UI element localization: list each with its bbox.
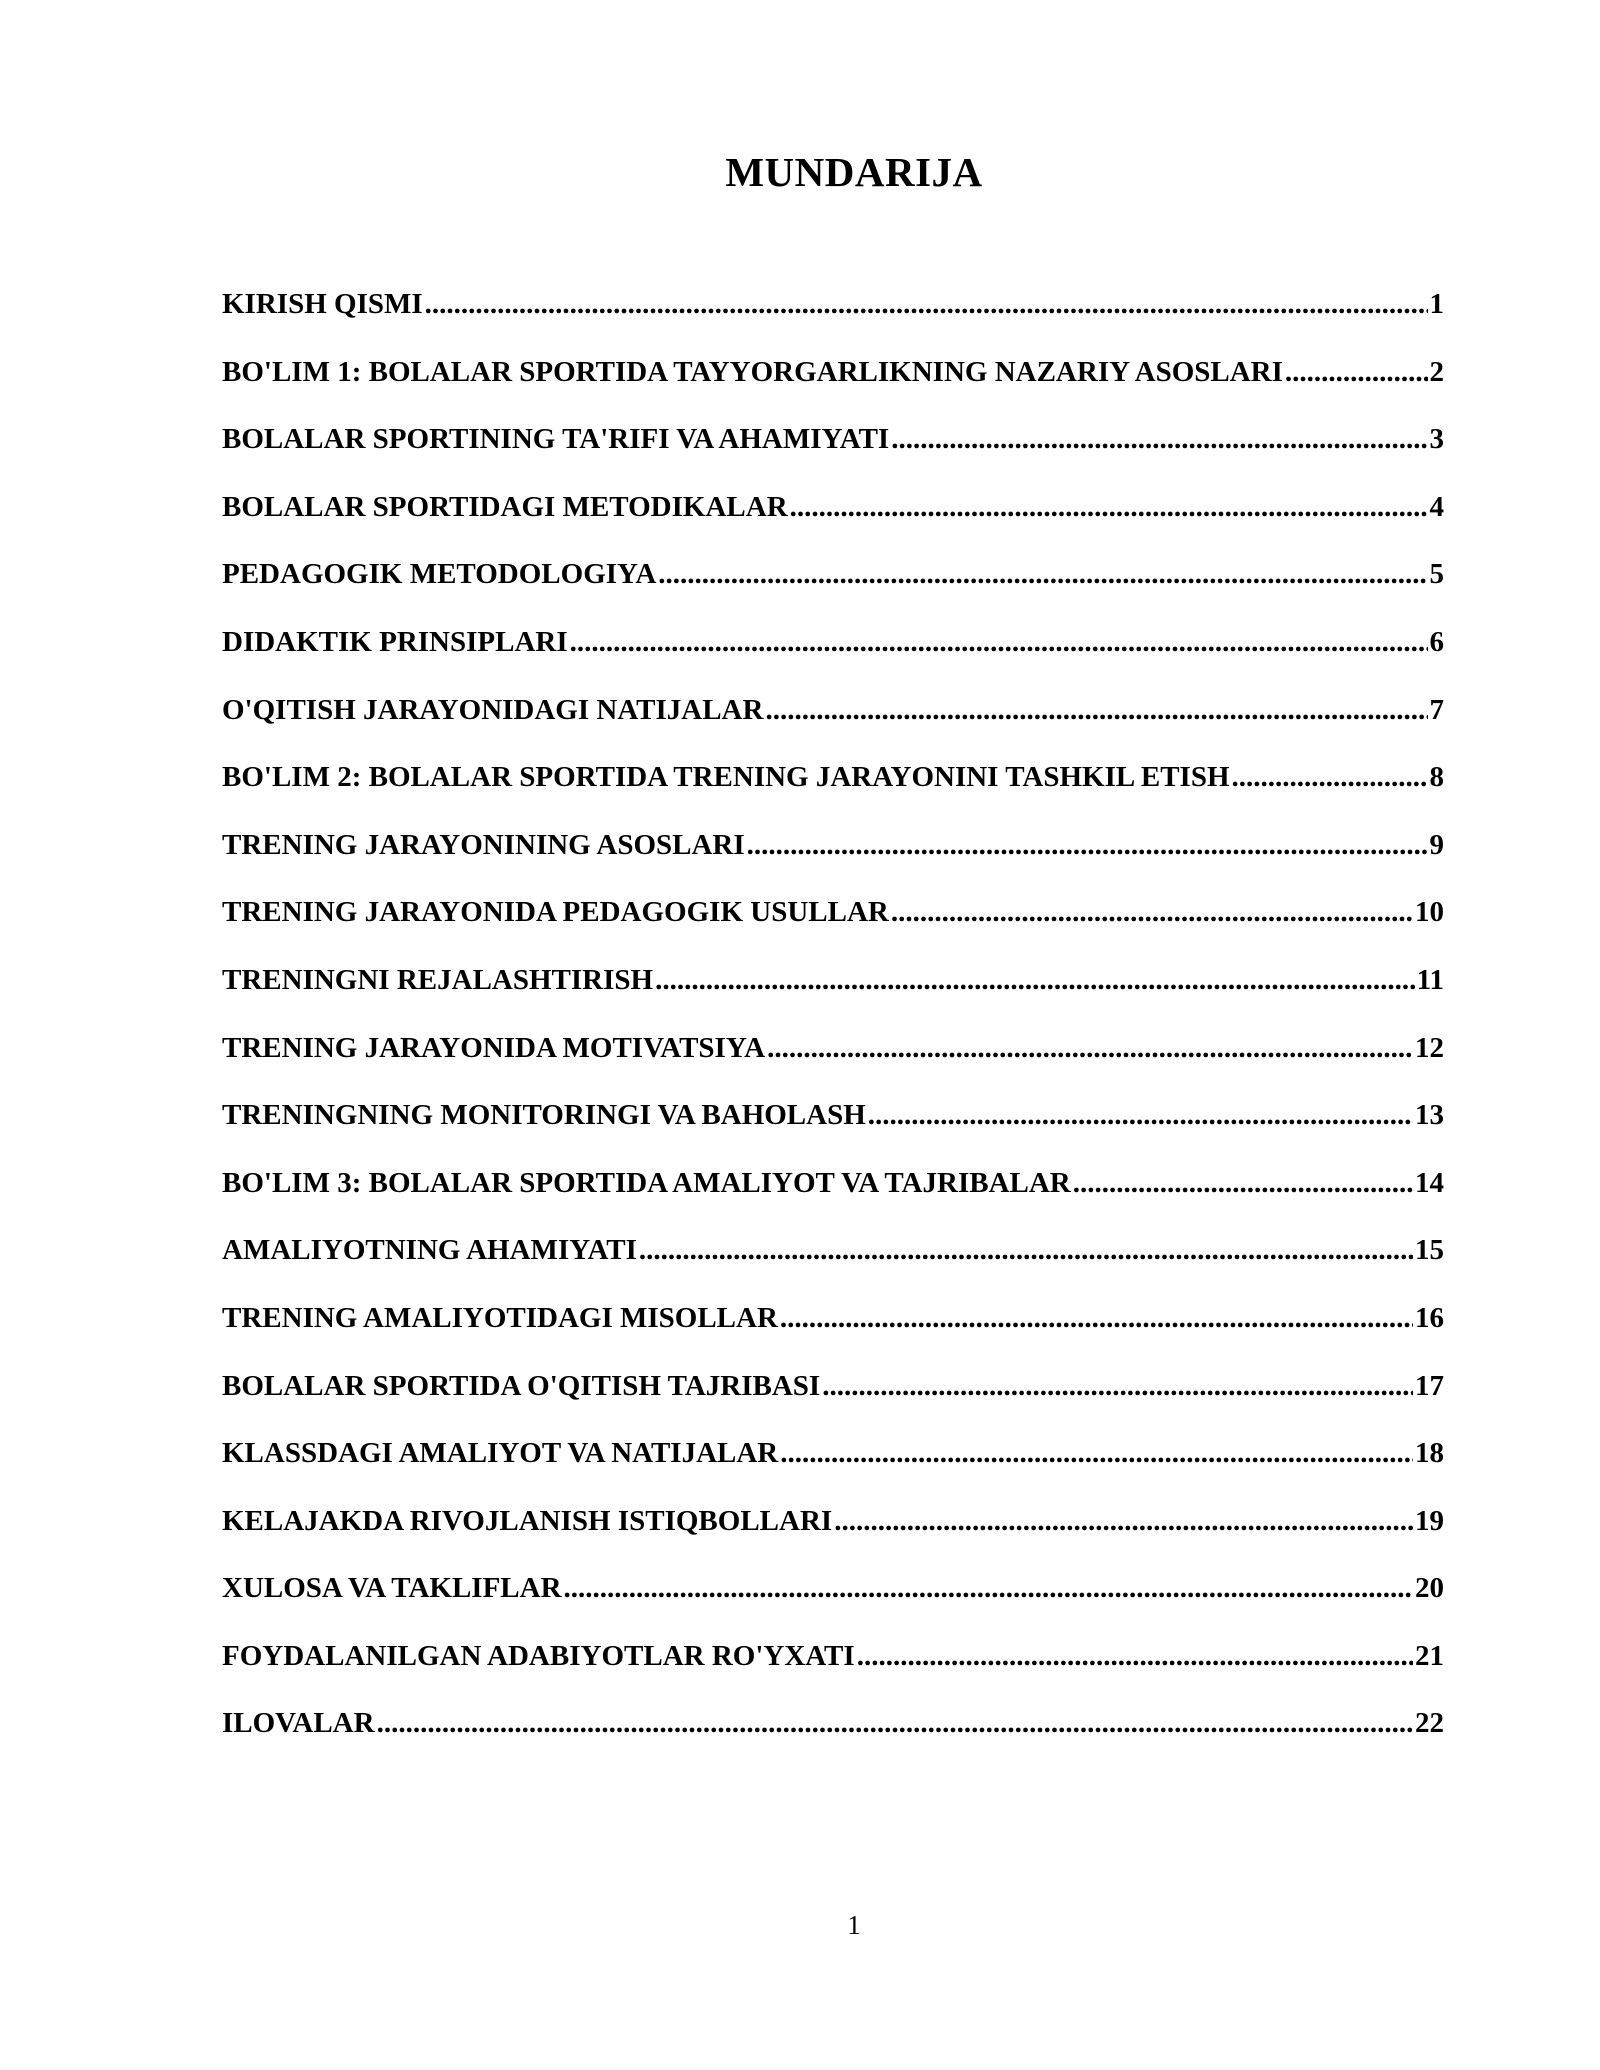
toc-dot-leader — [857, 1640, 1413, 1673]
toc-entry[interactable] — [222, 288, 1444, 356]
toc-entry-label: BOLALAR SPORTINING TA'RIFI VA AHAMIYATI — [222, 423, 890, 456]
toc-entry[interactable] — [222, 1707, 1444, 1775]
toc-entry-label: BOLALAR SPORTIDAGI METODIKALAR — [222, 490, 788, 523]
toc-entry-page: 13 — [1415, 1099, 1444, 1132]
toc-entry-label: XULOSA VA TAKLIFLAR — [222, 1572, 562, 1605]
toc-entry-label: TRENING JARAYONINING ASOSLARI — [222, 828, 745, 861]
toc-dot-leader — [1285, 356, 1428, 389]
toc-entry[interactable] — [222, 829, 1444, 897]
toc-entry[interactable] — [222, 761, 1444, 829]
toc-entry-page: 18 — [1415, 1437, 1444, 1470]
toc-entry-page: 22 — [1415, 1707, 1444, 1740]
toc-dot-leader — [891, 423, 1427, 456]
toc-entry-label: KELAJAKDA RIVOJLANISH ISTIQBOLLARI — [222, 1504, 833, 1537]
toc-dot-leader — [834, 1505, 1413, 1538]
toc-dot-leader — [780, 1437, 1413, 1470]
toc-entry-page: 2 — [1429, 355, 1444, 388]
toc-entry-label: KLASSDAGI AMALIYOT VA NATIJALAR — [222, 1437, 779, 1470]
toc-entry-page: 11 — [1416, 963, 1444, 996]
toc-entry-label: FOYDALANILGAN ADABIYOTLAR RO'YXATI — [222, 1639, 855, 1672]
toc-entry-page: 12 — [1415, 1031, 1444, 1064]
page-number: 1 — [847, 1910, 861, 1940]
toc-entry-page: 8 — [1429, 761, 1444, 794]
toc-entry-label: BO'LIM 2: BOLALAR SPORTIDA TRENING JARAYONINI TASHKIL ETISH — [222, 761, 1230, 794]
toc-dot-leader — [1232, 761, 1428, 794]
toc-dot-leader — [765, 694, 1427, 727]
page-title: MUNDARIJA — [725, 149, 983, 195]
toc-entry-page: 6 — [1429, 625, 1444, 658]
toc-entry[interactable] — [222, 1099, 1444, 1167]
toc-dot-leader — [564, 1572, 1413, 1605]
toc-dot-leader — [868, 1099, 1413, 1132]
toc-entry-page: 17 — [1415, 1369, 1444, 1402]
toc-dot-leader — [780, 1302, 1413, 1335]
toc-dot-leader — [1073, 1167, 1413, 1200]
toc-entry-page: 15 — [1415, 1234, 1444, 1267]
toc-dot-leader — [747, 829, 1428, 862]
toc-entry[interactable] — [222, 626, 1444, 694]
toc-dot-leader — [655, 964, 1415, 997]
toc-entry-label: PEDAGOGIK METODOLOGIYA — [222, 558, 657, 591]
toc-entry-label: BO'LIM 3: BOLALAR SPORTIDA AMALIYOT VA TAJRIBALAR — [222, 1166, 1071, 1199]
table-of-contents — [222, 288, 1444, 1775]
toc-entry[interactable] — [222, 1572, 1444, 1640]
toc-entry-label: TRENING JARAYONIDA PEDAGOGIK USULLAR — [222, 896, 889, 929]
toc-dot-leader — [658, 558, 1427, 591]
toc-entry-page: 16 — [1415, 1301, 1444, 1334]
toc-entry[interactable] — [222, 1032, 1444, 1100]
toc-entry-page: 4 — [1429, 490, 1444, 523]
toc-entry[interactable] — [222, 1370, 1444, 1438]
toc-entry-label: ILOVALAR — [222, 1707, 375, 1740]
toc-entry-label: BO'LIM 1: BOLALAR SPORTIDA TAYYORGARLIKNING NAZARIY ASOSLARI — [222, 355, 1283, 388]
toc-entry[interactable] — [222, 1302, 1444, 1370]
toc-entry-label: DIDAKTIK PRINSIPLARI — [222, 625, 568, 658]
toc-entry-label: BOLALAR SPORTIDA O'QITISH TAJRIBASI — [222, 1369, 821, 1402]
toc-entry-label: TRENINGNI REJALASHTIRISH — [222, 963, 654, 996]
toc-entry-label: AMALIYOTNING AHAMIYATI — [222, 1234, 637, 1267]
toc-entry[interactable] — [222, 1167, 1444, 1235]
toc-entry[interactable] — [222, 1505, 1444, 1573]
toc-dot-leader — [639, 1234, 1413, 1267]
toc-entry-page: 9 — [1429, 828, 1444, 861]
toc-entry-label: O'QITISH JARAYONIDAGI NATIJALAR — [222, 693, 764, 726]
toc-entry-page: 3 — [1429, 423, 1444, 456]
toc-entry-page: 14 — [1415, 1166, 1444, 1199]
toc-entry[interactable] — [222, 491, 1444, 559]
toc-entry[interactable] — [222, 356, 1444, 424]
toc-dot-leader — [570, 626, 1428, 659]
toc-entry[interactable] — [222, 896, 1444, 964]
toc-entry[interactable] — [222, 558, 1444, 626]
toc-dot-leader — [425, 288, 1428, 321]
toc-entry-page: 19 — [1415, 1504, 1444, 1537]
toc-entry[interactable] — [222, 1437, 1444, 1505]
toc-entry[interactable] — [222, 694, 1444, 762]
toc-entry-page: 1 — [1429, 288, 1444, 320]
toc-entry[interactable] — [222, 964, 1444, 1032]
toc-dot-leader — [822, 1370, 1413, 1403]
toc-entry-page: 20 — [1415, 1572, 1444, 1605]
toc-entry-page: 21 — [1415, 1639, 1444, 1672]
toc-dot-leader — [790, 491, 1428, 524]
toc-entry-page: 5 — [1429, 558, 1444, 591]
toc-dot-leader — [891, 896, 1413, 929]
toc-entry[interactable] — [222, 423, 1444, 491]
toc-entry[interactable] — [222, 1640, 1444, 1708]
toc-entry-label: TRENING AMALIYOTIDAGI MISOLLAR — [222, 1301, 778, 1334]
toc-entry[interactable] — [222, 1234, 1444, 1302]
toc-entry-page: 10 — [1415, 896, 1444, 929]
toc-entry-label: TRENINGNING MONITORINGI VA BAHOLASH — [222, 1099, 866, 1132]
toc-entry-label: TRENING JARAYONIDA MOTIVATSIYA — [222, 1031, 766, 1064]
toc-dot-leader — [377, 1707, 1413, 1740]
toc-entry-label: KIRISH QISMI — [222, 288, 423, 320]
toc-entry-page: 7 — [1429, 693, 1444, 726]
toc-dot-leader — [767, 1032, 1413, 1065]
